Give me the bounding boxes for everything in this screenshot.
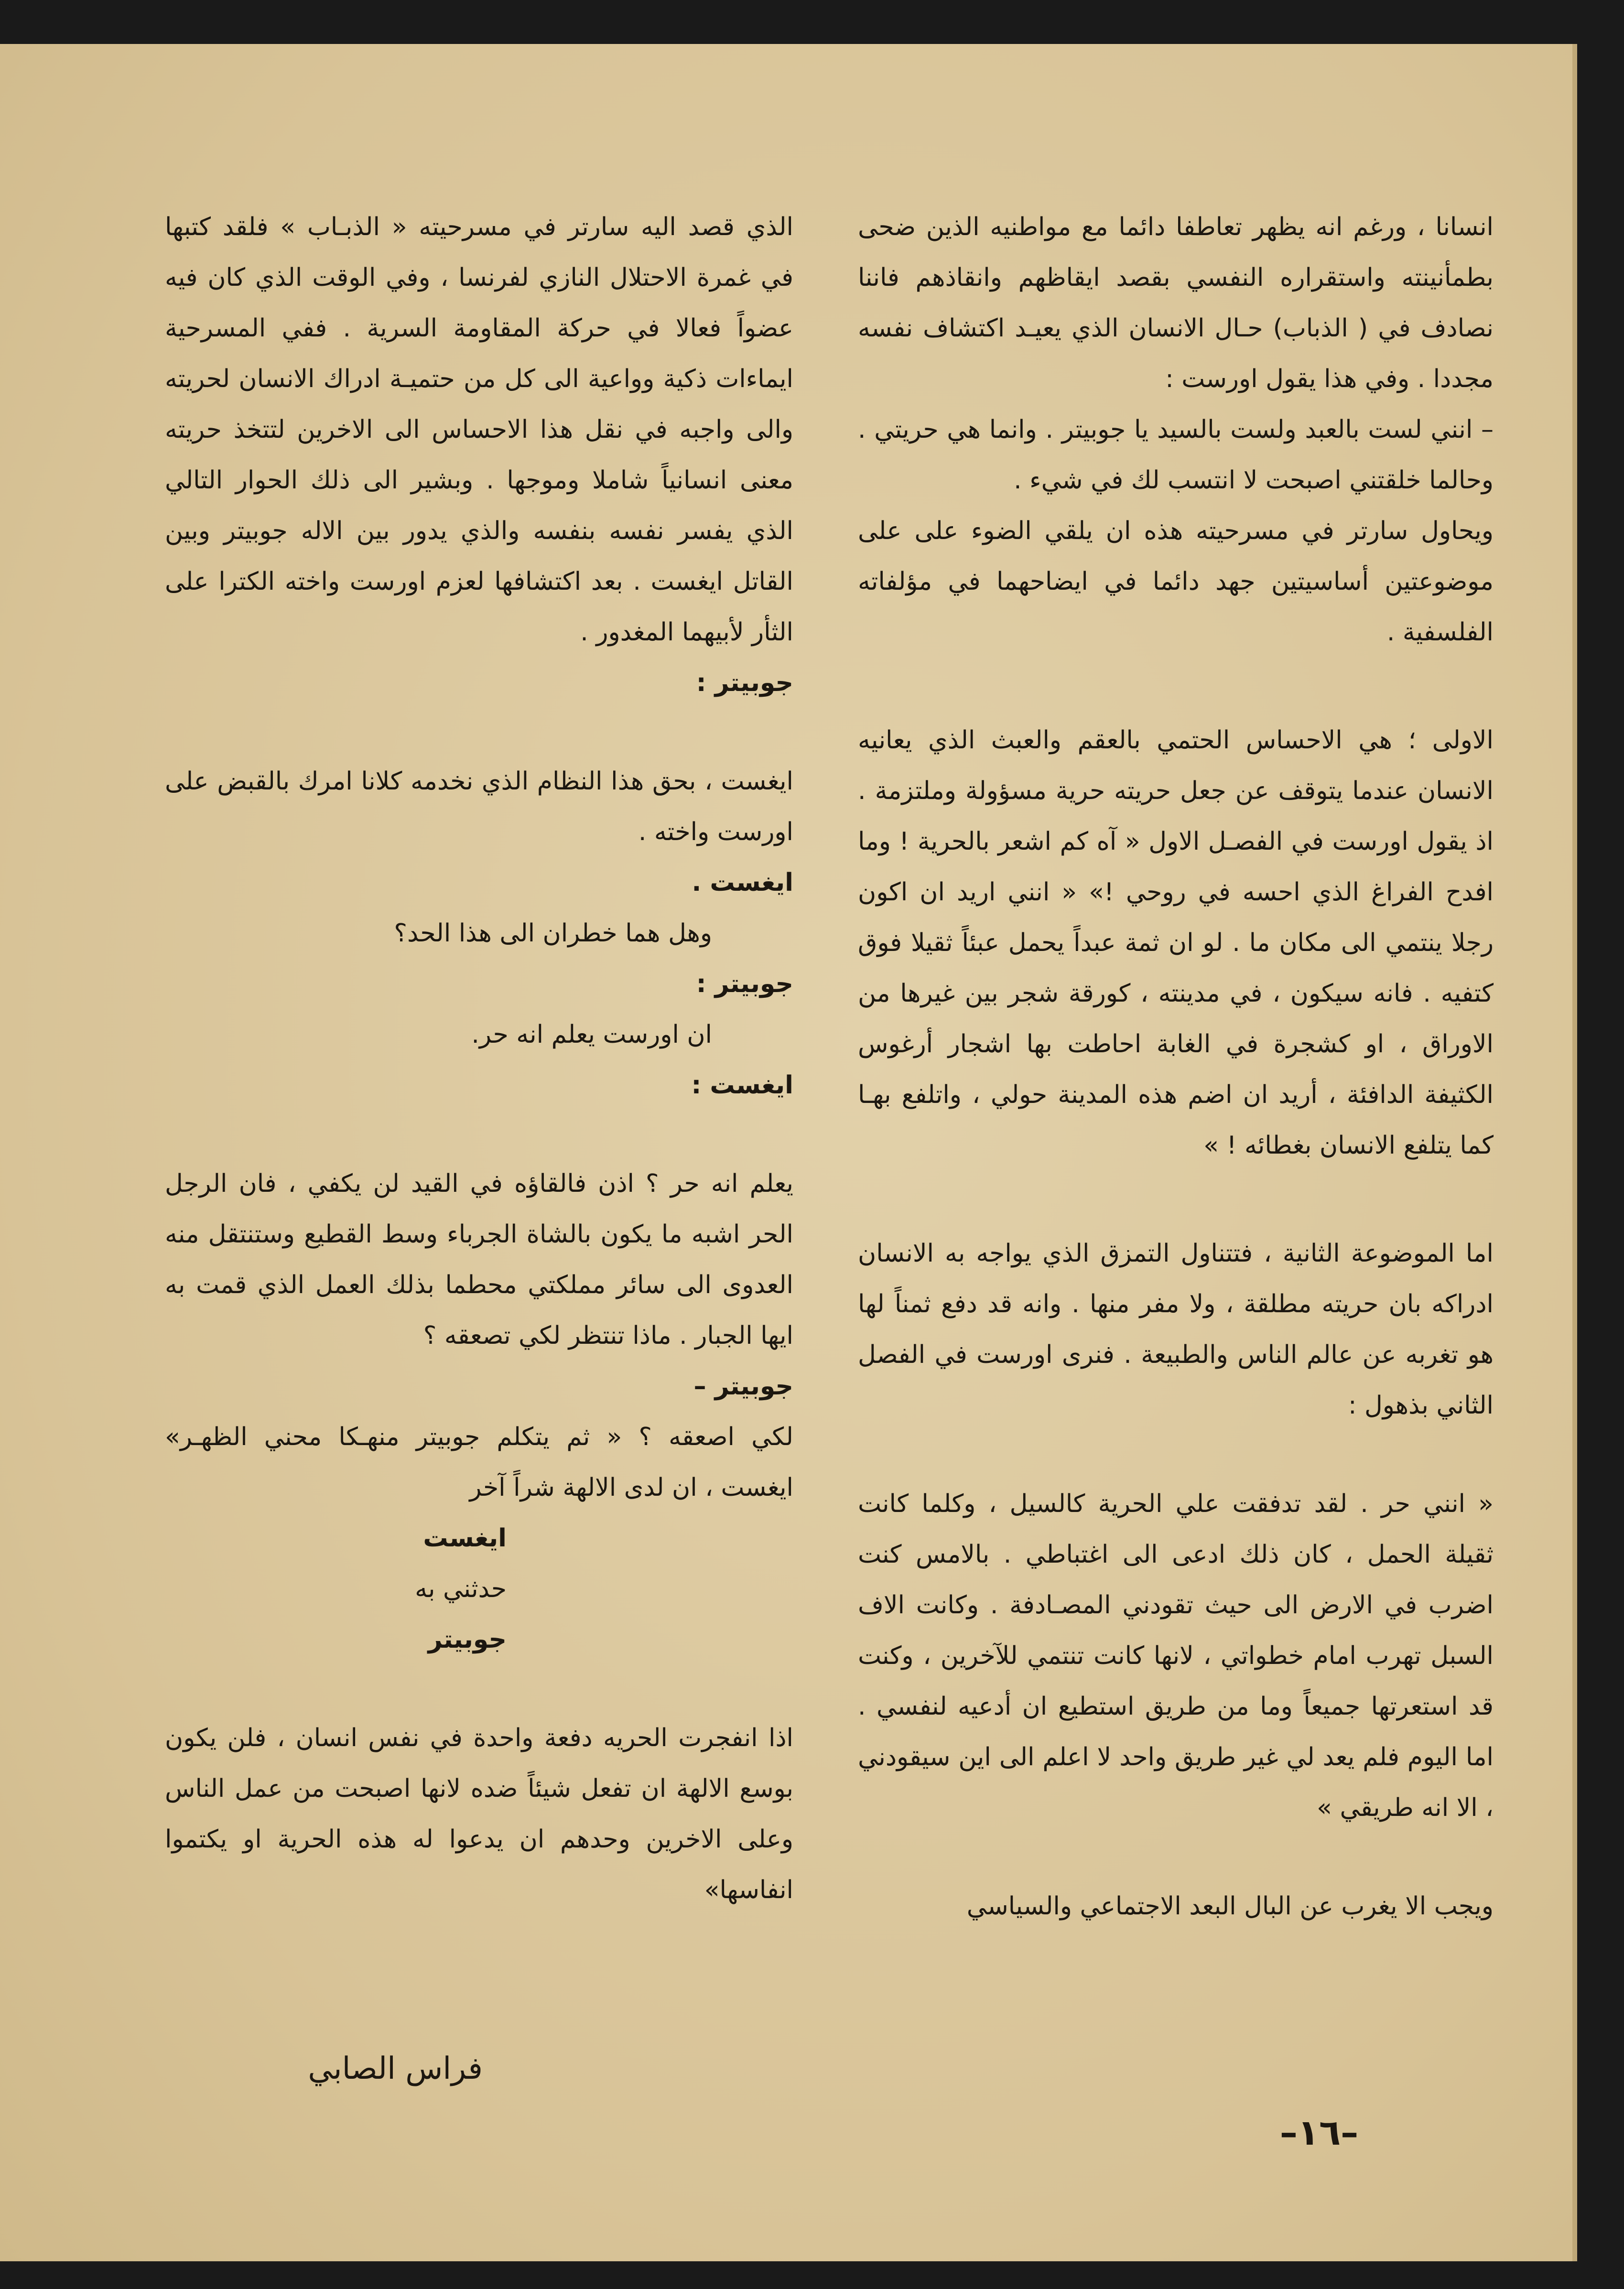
dialogue-line: يعلم انه حر ؟ اذن فالقاؤه في القيد لن يكفي ، فان الرجل الحر اشبه ما يكون بالشاة الجرباء وسط القطيع وستنتقل منه العدوى الى سائر مملكتي محطما بذلك العمل الذي قمت به ايها الجبار . ماذا تنتظر لكي تصعقه ؟: [165, 1169, 793, 1350]
right-paragraph-5: اما الموضوعة الثانية ، فتتناول التمزق الذي يواجه به الانسان ادراكه بان حريته مطلقة ، ولا مفر منها . وانه قد دفع ثمناً لها هو تغربه عن عالم الناس والطبيعة . فنرى اورست في الفصل الثاني بذهول :: [858, 1239, 1494, 1420]
right-paragraph-4: الاولى ؛ هي الاحساس الحتمي بالعقم والعبث الذي يعانيه الانسان عندما يتوقف عن جعل حريته حرية مسؤولة وملتزمة . اذ يقول اورست في الفصـل الاول « آه كم اشعر بالحرية ! وما افدح الفراغ الذي احسه في روحي !» « انني اريد ان اكون رجلا ينتمي الى مكان ما . لو ان ثمة عبداً يحمل عبئاً ثقيلا فوق كتفيه . فانه سيكون ، في مدينته ، كورقة شجر بين غيرها من الاوراق ، او كشجرة في الغابة احاطت بها اشجار أرغوس الكثيفة الدافئة ، أريد ان اضم هذه المدينة حولي ، واتلفع بهـا كما يتلفع الانسان بغطائه ! »: [858, 726, 1494, 1160]
speaker-label: جوبيتر: [428, 1625, 507, 1654]
speaker-label: جوبيتر :: [696, 970, 793, 998]
spacer: [858, 1171, 1494, 1228]
left-paragraph-1: الذي قصد اليه سارتر في مسرحيته « الذبـاب » فلقد كتبها في غمرة الاحتلال النازي لفرنسا ، وفي الوقت الذي كان فيه عضواً فعالا في حركة المقاومة السرية . ففي المسرحية ايماءات ذكية وواعية الى كل من حتميـة ادراك الانسان لحريته والى واجبه في نقل هذا الاحساس الى الاخرين لتتخذ حريته معنى انسانياً شاملا وموجها . وبشير الى ذلك الحوار التالي الذي يفسر نفسه بنفسه والذي يدور بين الاله جوبيتر وبين القاتل ايغست . بعد اكتشافها لعزم اورست واخته الكترا على الثأر لأبيهما المغدور .: [165, 213, 793, 647]
spacer: [858, 658, 1494, 715]
speaker-label: ايغست .: [692, 868, 793, 897]
right-paragraph-6: « انني حر . لقد تدفقت علي الحرية كالسيل ، وكلما كانت ثقيلة الحمل ، كان ذلك ادعى الى اغتباطي . بالامس كنت اضرب في الارض الى حيث تقودني المصـادفة . وكانت الاف السبل تهرب امام خطواتي ، لانها كانت تنتمي للآخرين ، وكنت قد استعرتها جميعاً وما من طريق استطيع ان أدعيه لنفسي . اما اليوم فلم يعد لي غير طريق واحد لا اعلم الى اين سيقودني ، الا انه طريقي »: [858, 1490, 1494, 1822]
binding-edge: [1577, 44, 1624, 2261]
right-paragraph-7: ويجب الا يغرب عن البال البعد الاجتماعي والسياسي: [966, 1892, 1494, 1921]
spacer: [165, 708, 793, 756]
magazine-page: [0, 44, 1577, 2261]
author-signature: فراس الصابي: [308, 2051, 483, 2086]
speaker-label: ايغست :: [691, 1071, 793, 1100]
right-paragraph-2: – انني لست بالعبد ولست بالسيد يا جوبيتر . وانما هي حريتي . وحالما خلقتني اصبحت لا انتسب لك في شيء .: [858, 415, 1494, 495]
left-column: [165, 202, 793, 1915]
dialogue-line: لكي اصعقه ؟ « ثم يتكلم جوبيتر منهـكا محني الظهـر» ايغست ، ان لدى الالهة شراً آخر: [165, 1423, 793, 1502]
dialogue-line: اذا انفجرت الحريه دفعة واحدة في نفس انسان ، فلن يكون بوسع الالهة ان تفعل شيئاً ضده لانها اصبحت من عمل الناس وعلى الاخرين وحدهم ان يدعوا له هذه الحرية او يكتموا انفاسها»: [165, 1724, 793, 1904]
speaker-label: جوبيتر –: [693, 1372, 793, 1401]
spacer: [165, 1665, 793, 1713]
page-number: –١٦–: [1279, 2112, 1359, 2153]
spacer: [858, 1431, 1494, 1479]
dialogue-line: وهل هما خطران الى هذا الحد؟: [394, 919, 712, 948]
spacer: [858, 1833, 1494, 1881]
right-paragraph-3: ويحاول سارتر في مسرحيته هذه ان يلقي الضوء على على موضوعتين أساسيتين جهد دائما في ايضاحهما في مؤلفاته الفلسفية .: [858, 517, 1494, 647]
dialogue-line: ان اورست يعلم انه حر.: [471, 1020, 712, 1049]
speaker-label: ايغست: [423, 1524, 507, 1553]
dialogue-line: ايغست ، بحق هذا النظام الذي نخدمه كلانا امرك بالقبض على اورست واخته .: [165, 767, 793, 846]
speaker-label: جوبيتر :: [696, 669, 793, 697]
spacer: [165, 1111, 793, 1158]
right-paragraph-1: انسانا ، ورغم انه يظهر تعاطفا دائما مع مواطنيه الذين ضحى بطمأنينته واستقراره النفسي بقصد ايقاظهم وانقاذهم فاننا نصادف في ( الذباب) حـال الانسان الذي يعيـد اكتشاف نفسه مجددا . وفي هذا يقول اورست :: [858, 213, 1494, 393]
right-column: [858, 202, 1494, 1932]
dialogue-line: حدثني به: [415, 1575, 507, 1603]
